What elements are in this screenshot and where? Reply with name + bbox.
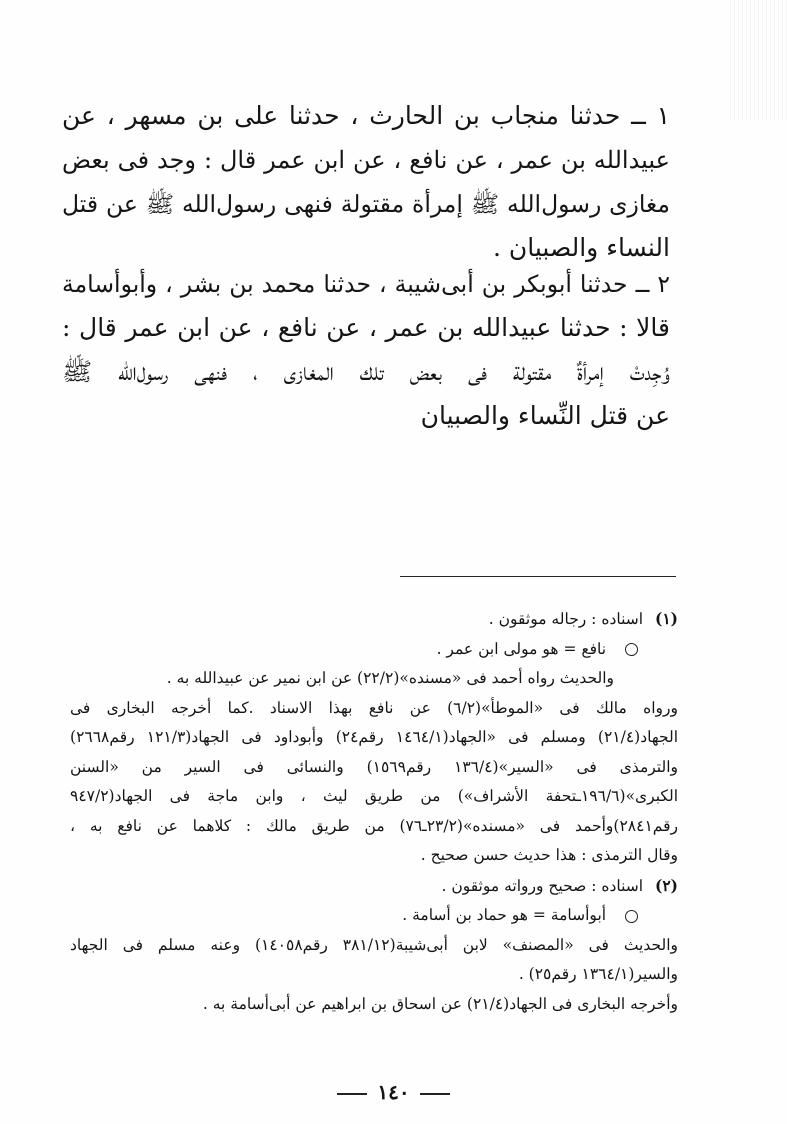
footnote-2-isnad-row — [70, 871, 678, 902]
page-number — [0, 1080, 787, 1104]
scan-edge-noise — [727, 0, 787, 120]
hadith-1-line: النساء والصبيان . — [492, 233, 670, 262]
hadith-2-line: وُجِدتْ إمرأةٌ مقتولة فى بعض تلك المغازى ، فنهى رسول‌الله ﷺ — [62, 357, 670, 386]
footnote-1-line: الجهاد(٢١/٤) ومسلم فى «الجهاد(١٤٦٤/١ رقم٢٤) وأبوداود فى الجهاد(١٢١/٣ رقم٢٦٦٨) — [70, 728, 679, 746]
footnote-1-line: وقال الترمذى : هذا حديث حسن صحيح . — [420, 846, 678, 864]
footnote-1-narrator: نافع = هو مولى ابن عمر . — [436, 639, 607, 658]
hadith-2-line: ٢ ــ حدثنا أبوبكر بن أبى‌شيبة ، حدثنا محمد بن بشر ، وأبوأسامة — [62, 270, 670, 298]
footnote-separator — [400, 576, 676, 577]
footnote-2-line: والسير(١٣٦٤/١ رقم٢٥) . — [518, 965, 678, 983]
footnote-1-line: الكبرى»(١٩٦/٦ـتحفة الأشراف») من طريق ليث ، وابن ماجة فى الجهاد(٩٤٧/٢ — [70, 787, 678, 805]
circle-bullet-icon — [625, 643, 638, 656]
folio-dash — [337, 1093, 367, 1095]
hadith-1-line: عبيدالله بن عمر ، عن نافع ، عن ابن عمر قال : وجد فى بعض — [62, 146, 670, 174]
footnote-1-line: والحديث رواه أحمد فى «مسنده»(٢٢/٢) عن ابن نمير عن عبيدالله به . — [166, 669, 614, 687]
hadith-1-line: مغازى رسول‌الله ﷺ إمرأة مقتولة فنهى رسول‌الله ﷺ عن قتل — [62, 190, 670, 218]
hadith-2-line: قالا : حدثنا عبيدالله بن عمر ، عن نافع ، عن ابن عمر قال : — [62, 313, 670, 342]
footnotes — [70, 604, 678, 1019]
circle-bullet-icon — [625, 910, 638, 923]
footnote-2-narrator: أبوأسامة = هو حماد بن أسامة . — [402, 906, 607, 924]
hadith-2-line: عن قتل النِّساء والصبيان — [420, 401, 670, 430]
folio-dash — [420, 1093, 450, 1095]
footnote-2-narrator-row — [70, 901, 678, 931]
footnote-1-isnad: اسناده : رجاله موثقون . — [488, 610, 644, 628]
footnote-1-narrator-row — [70, 635, 678, 665]
footnote-2-isnad: اسناده : صحيح ورواته موثقون . — [441, 876, 644, 895]
page-number-text: ١٤٠ — [377, 1080, 410, 1104]
footnote-1-label: (١) — [654, 609, 678, 628]
footnote-2-line: والحديث فى «المصنف» لابن أبى‌شيبة(٣٨١/١٢ رقم١٤٠٥٨) وعنه مسلم فى الجهاد — [70, 935, 679, 954]
hadith-1-line: ١ ــ حدثنا منجاب بن الحارث ، حدثنا على بن مسهر ، عن — [62, 101, 670, 130]
hadith-1 — [62, 94, 670, 270]
hadith-2 — [62, 262, 670, 438]
footnote-1-line: رقم٢٨٤١)وأحمد فى «مسنده»(٢٣/٢ـ٧٦) من طريق مالك : كلاهما عن نافع به ، — [70, 816, 678, 835]
footnote-1-isnad-row — [70, 604, 678, 635]
footnote-1-line: والترمذى فى «السير»(١٣٦/٤ رقم١٥٦٩) والنسائى فى السير من «السنن — [70, 757, 678, 776]
footnote-2-label: (٢) — [654, 875, 678, 895]
footnote-2-line: وأخرجه البخارى فى الجهاد(٢١/٤) عن اسحاق بن ابراهيم عن أبى‌أسامة به . — [202, 994, 678, 1013]
footnote-1-line: ورواه مالك فى «الموطأ»(٦/٢) عن نافع بهذا الاسناد .كما أخرجه البخارى فى — [70, 698, 678, 717]
